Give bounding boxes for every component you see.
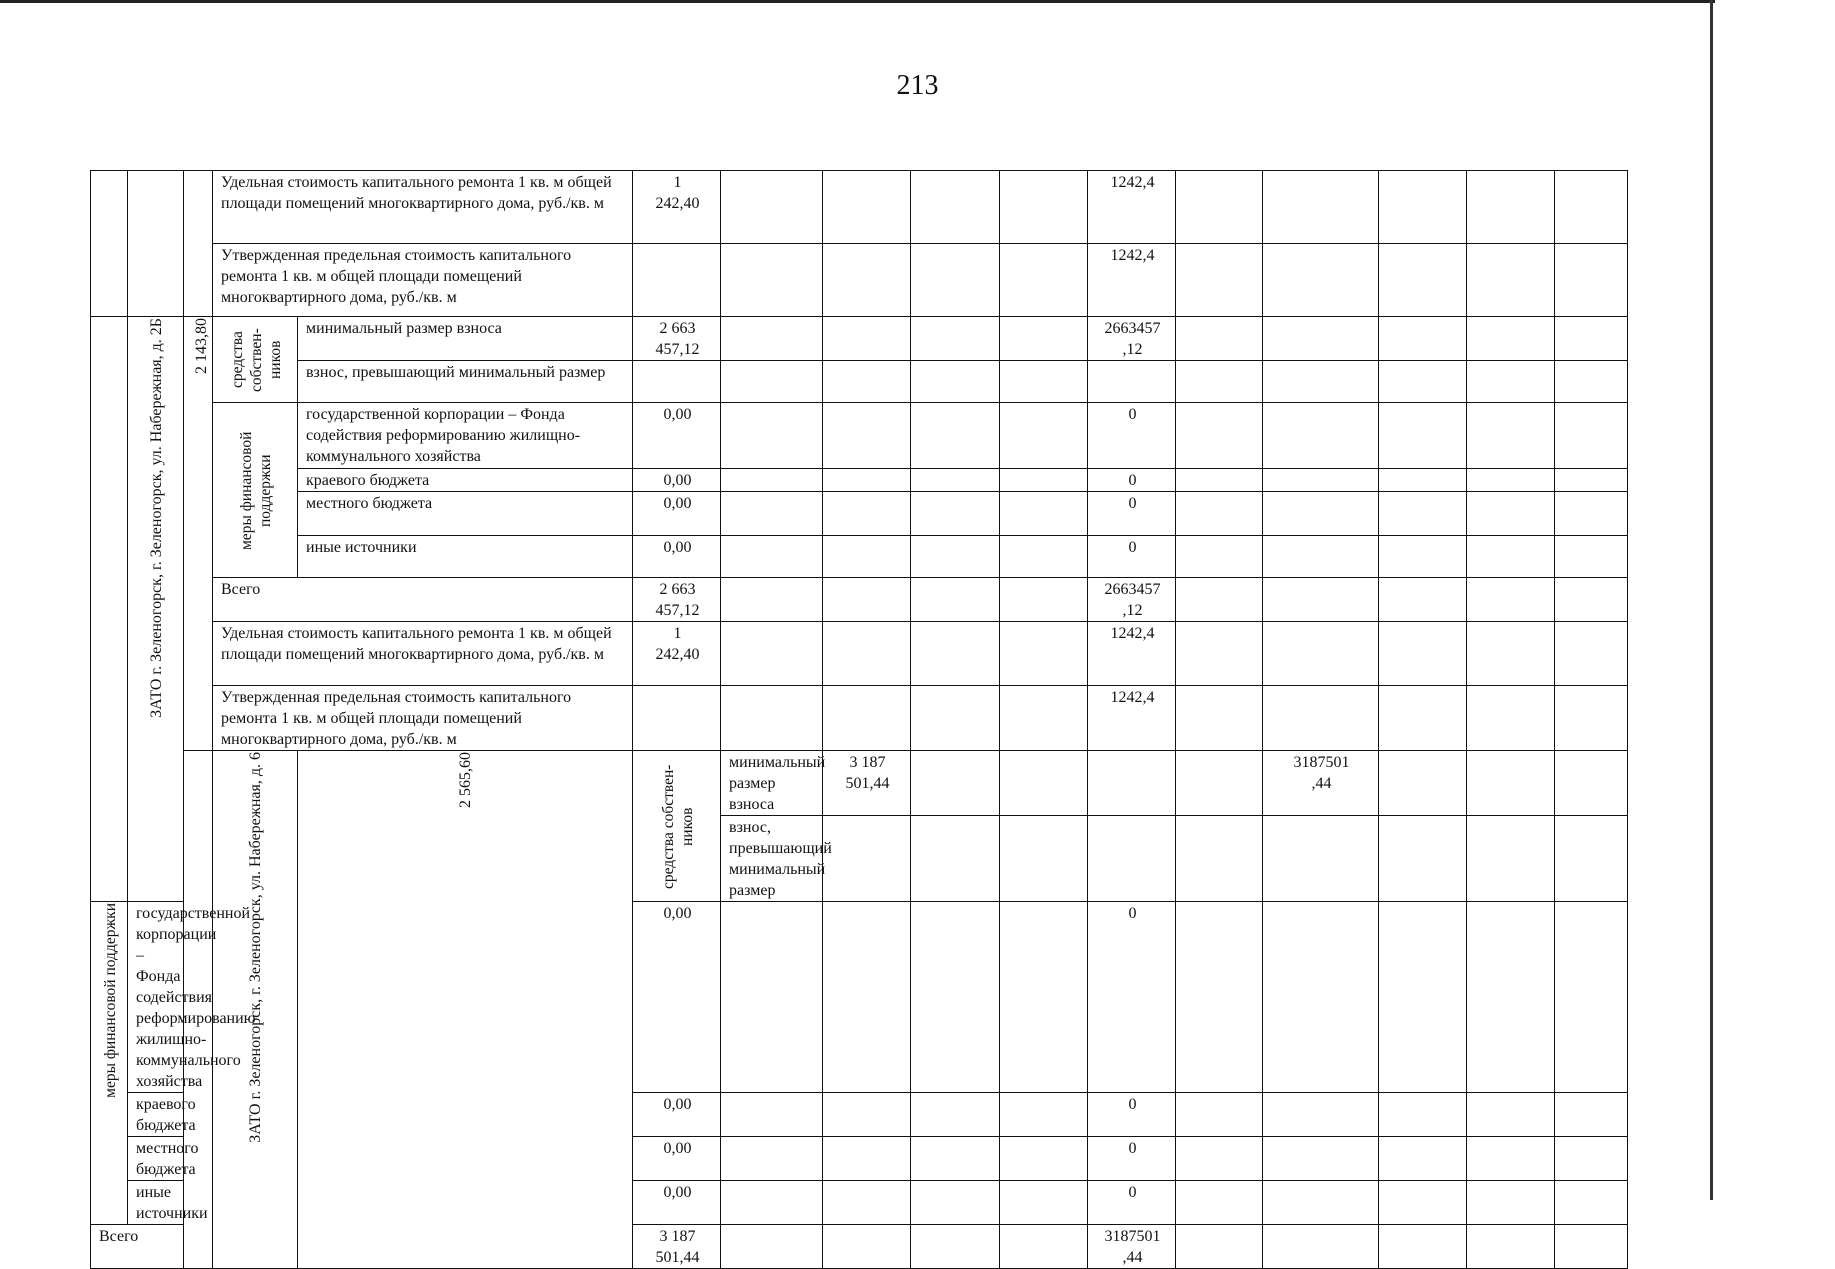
cell-blank	[184, 171, 213, 317]
row-label: краевого бюджета	[128, 1093, 184, 1137]
cell-empty	[911, 622, 1000, 686]
cell-empty	[823, 317, 911, 361]
cell-empty	[823, 361, 911, 403]
row-label: иные источники	[298, 536, 633, 578]
cell-empty	[1000, 1181, 1088, 1225]
row-value: 0,00	[633, 403, 721, 469]
cell-empty	[823, 1181, 911, 1225]
cell-empty	[1000, 361, 1088, 403]
row-value: 3 187 501,44	[633, 1225, 721, 1269]
row-label: взнос, превышающий минимальный размер	[298, 361, 633, 403]
cell-empty	[823, 578, 911, 622]
building-area: 2 143,80	[184, 317, 213, 751]
cell-empty	[721, 403, 823, 469]
cell-empty	[823, 902, 911, 1093]
cell-empty	[1176, 469, 1263, 492]
cell-empty	[1555, 492, 1628, 536]
row-label: Утвержденная предельная стоимость капитального ремонта 1 кв. м общей площади помещений многоквартирного дома, руб./кв. м	[213, 686, 633, 751]
cell-empty	[1263, 578, 1379, 622]
cell-empty	[1263, 1181, 1379, 1225]
cell-empty	[721, 361, 823, 403]
row-total: 0	[1088, 469, 1176, 492]
cell-empty	[1176, 171, 1263, 244]
cell-empty	[911, 1181, 1000, 1225]
cell-empty	[1555, 622, 1628, 686]
cell-empty	[1379, 578, 1467, 622]
cell-empty	[1379, 1137, 1467, 1181]
row-value: 0,00	[633, 536, 721, 578]
cell-empty	[1467, 492, 1555, 536]
row-total: 1242,4	[1088, 686, 1176, 751]
cell-empty	[1379, 1181, 1467, 1225]
cell-empty	[1379, 1093, 1467, 1137]
group-owners: средства собствен-ников	[213, 317, 298, 403]
cell-empty	[1263, 1137, 1379, 1181]
cell-empty	[1176, 492, 1263, 536]
cell-empty	[911, 244, 1000, 317]
cell-empty	[1176, 403, 1263, 469]
cell-empty	[1000, 317, 1088, 361]
cell-empty	[1379, 317, 1467, 361]
cell-empty	[1379, 902, 1467, 1093]
cell-empty	[1555, 686, 1628, 751]
cell-empty	[1467, 469, 1555, 492]
cell-empty	[1263, 622, 1379, 686]
table-row	[91, 244, 1628, 317]
cell-empty	[1176, 317, 1263, 361]
row-total: 3187501 ,44	[1263, 751, 1379, 816]
cell-empty	[1555, 1181, 1628, 1225]
cell-empty	[823, 403, 911, 469]
cell-empty	[1467, 244, 1555, 317]
row-label: взнос, превышающий минимальный размер	[721, 816, 823, 902]
cell-empty	[721, 1093, 823, 1137]
row-value: 3 187 501,44	[823, 751, 911, 816]
cell-empty	[721, 244, 823, 317]
cell-empty	[1000, 1093, 1088, 1137]
row-value: 1 242,40	[633, 171, 721, 244]
cell-empty	[1000, 403, 1088, 469]
cell-empty	[1000, 751, 1088, 816]
cell-empty	[1467, 751, 1555, 816]
row-label: Всего	[213, 578, 633, 622]
table-row	[91, 361, 1628, 403]
row-value: 0,00	[633, 1181, 721, 1225]
group-owners: средства собствен-ников	[633, 751, 721, 902]
cell-empty	[1555, 536, 1628, 578]
row-label: местного бюджета	[128, 1137, 184, 1181]
cell-blank	[91, 317, 128, 902]
cell-empty	[1555, 578, 1628, 622]
cell-empty	[1379, 816, 1467, 902]
cell-empty	[1555, 403, 1628, 469]
table-row	[91, 403, 1628, 469]
cell-empty	[1379, 171, 1467, 244]
cell-empty	[1000, 902, 1088, 1093]
cell-empty	[1263, 902, 1379, 1093]
row-value: 2 663 457,12	[633, 317, 721, 361]
cell-empty	[911, 492, 1000, 536]
row-total: 0	[1088, 492, 1176, 536]
cell-empty	[1379, 622, 1467, 686]
cell-empty	[1000, 686, 1088, 751]
cell-empty	[721, 622, 823, 686]
table-row	[91, 317, 1628, 361]
cell-empty	[1555, 902, 1628, 1093]
cell-empty	[1263, 536, 1379, 578]
cell-empty	[911, 361, 1000, 403]
capital-repair-cost-table	[90, 170, 1628, 1269]
group-support: меры финансовой поддержки	[213, 403, 298, 578]
cell-empty	[1555, 1137, 1628, 1181]
cell-empty	[1000, 1225, 1088, 1269]
cell-empty	[1467, 317, 1555, 361]
cell-empty	[1176, 1137, 1263, 1181]
cell-empty	[911, 1093, 1000, 1137]
cell-empty	[1467, 578, 1555, 622]
cell-empty	[1263, 317, 1379, 361]
table-row	[91, 751, 1628, 816]
cell-empty	[1088, 751, 1176, 816]
table-row	[91, 536, 1628, 578]
cell-empty	[721, 469, 823, 492]
cell-empty	[823, 686, 911, 751]
cell-empty	[823, 244, 911, 317]
cell-empty	[1176, 1225, 1263, 1269]
cell-empty	[823, 622, 911, 686]
cell-empty	[1555, 751, 1628, 816]
cell-empty	[823, 536, 911, 578]
cell-empty	[1176, 1093, 1263, 1137]
cell-empty	[1176, 536, 1263, 578]
cell-empty	[823, 492, 911, 536]
cell-empty	[721, 686, 823, 751]
row-label: краевого бюджета	[298, 469, 633, 492]
building-address: ЗАТО г. Зеленогорск, г. Зеленогорск, ул. Набережная, д. 2Б	[128, 317, 184, 902]
cell-empty	[1176, 578, 1263, 622]
cell-empty	[911, 317, 1000, 361]
cell-empty	[1467, 686, 1555, 751]
cell-empty	[1467, 622, 1555, 686]
row-value: 1 242,40	[633, 622, 721, 686]
row-total	[1263, 816, 1379, 902]
row-value	[823, 816, 911, 902]
cell-empty	[1263, 686, 1379, 751]
cell-empty	[1379, 751, 1467, 816]
cell-empty	[721, 1181, 823, 1225]
cell-empty	[1000, 244, 1088, 317]
cell-empty	[1176, 622, 1263, 686]
cell-empty	[1000, 622, 1088, 686]
cell-empty	[1263, 469, 1379, 492]
cell-empty	[1467, 902, 1555, 1093]
cell-empty	[1555, 361, 1628, 403]
cell-empty	[1467, 403, 1555, 469]
cell-empty	[1467, 1225, 1555, 1269]
row-label: Удельная стоимость капитального ремонта 1 кв. м общей площади помещений многоквартирного дома, руб./кв. м	[213, 171, 633, 244]
cell-empty	[1000, 469, 1088, 492]
cell-empty	[1176, 1181, 1263, 1225]
cell-blank	[91, 171, 128, 317]
cell-empty	[721, 171, 823, 244]
cell-empty	[721, 578, 823, 622]
cell-empty	[1000, 816, 1088, 902]
table-row	[91, 469, 1628, 492]
row-total: 0	[1088, 902, 1176, 1093]
cell-empty	[721, 902, 823, 1093]
row-label: иные источники	[128, 1181, 184, 1225]
cell-empty	[911, 686, 1000, 751]
cell-empty	[721, 1137, 823, 1181]
cell-empty	[1379, 492, 1467, 536]
cell-empty	[721, 1225, 823, 1269]
row-total: 1242,4	[1088, 171, 1176, 244]
cell-empty	[911, 1137, 1000, 1181]
row-value: 0,00	[633, 902, 721, 1093]
row-total: 0	[1088, 1137, 1176, 1181]
cell-empty	[911, 816, 1000, 902]
cell-empty	[1555, 244, 1628, 317]
row-value: 0,00	[633, 1137, 721, 1181]
cell-empty	[1000, 492, 1088, 536]
row-label: минимальный размер взноса	[298, 317, 633, 361]
cell-empty	[1379, 536, 1467, 578]
cell-empty	[1263, 361, 1379, 403]
cell-empty	[911, 536, 1000, 578]
row-value: 2 663 457,12	[633, 578, 721, 622]
cell-empty	[911, 469, 1000, 492]
cell-empty	[911, 403, 1000, 469]
row-value	[633, 361, 721, 403]
cell-empty	[1555, 1093, 1628, 1137]
cell-empty	[1000, 171, 1088, 244]
row-total: 0	[1088, 1093, 1176, 1137]
cell-empty	[823, 1225, 911, 1269]
row-total: 2663457 ,12	[1088, 317, 1176, 361]
cell-empty	[911, 578, 1000, 622]
cell-empty	[1555, 171, 1628, 244]
scan-edge-right	[1710, 0, 1713, 1200]
cell-empty	[1555, 469, 1628, 492]
cell-empty	[1467, 361, 1555, 403]
cell-empty	[1467, 1137, 1555, 1181]
cell-empty	[1379, 244, 1467, 317]
building-address: ЗАТО г. Зеленогорск, г. Зеленогорск, ул. Набережная, д. 6	[213, 751, 298, 1269]
table-row	[91, 492, 1628, 536]
cell-empty	[1176, 686, 1263, 751]
row-label: минимальный размер взноса	[721, 751, 823, 816]
table-row	[91, 622, 1628, 686]
row-value: 0,00	[633, 1093, 721, 1137]
cell-empty	[1176, 816, 1263, 902]
row-total: 3187501 ,44	[1088, 1225, 1176, 1269]
cell-empty	[721, 536, 823, 578]
table-row	[91, 686, 1628, 751]
row-label: Удельная стоимость капитального ремонта 1 кв. м общей площади помещений многоквартирного дома, руб./кв. м	[213, 622, 633, 686]
cell-empty	[1467, 536, 1555, 578]
cell-empty	[911, 1225, 1000, 1269]
cell-empty	[1263, 492, 1379, 536]
building-area: 2 565,60	[298, 751, 633, 1269]
cell-empty	[1000, 578, 1088, 622]
cell-empty	[1263, 403, 1379, 469]
row-label: Всего	[91, 1225, 184, 1269]
cell-empty	[1263, 1093, 1379, 1137]
cell-empty	[1176, 361, 1263, 403]
row-total: 0	[1088, 536, 1176, 578]
cell-empty	[1263, 244, 1379, 317]
cell-empty	[823, 1093, 911, 1137]
cell-empty	[721, 317, 823, 361]
cell-empty	[721, 492, 823, 536]
cell-empty	[1467, 1093, 1555, 1137]
cell-empty	[1555, 1225, 1628, 1269]
cell-empty	[911, 171, 1000, 244]
group-support: меры финансовой поддержки	[91, 902, 128, 1225]
cell-empty	[1467, 1181, 1555, 1225]
row-total: 0	[1088, 1181, 1176, 1225]
cell-empty	[1379, 403, 1467, 469]
cell-empty	[1263, 1225, 1379, 1269]
table-row	[91, 171, 1628, 244]
row-total: 0	[1088, 403, 1176, 469]
row-value	[633, 686, 721, 751]
row-label: государственной корпорации – Фонда содействия реформированию жилищно-коммунального хозяйства	[128, 902, 184, 1093]
cell-empty	[823, 1137, 911, 1181]
table-row	[91, 578, 1628, 622]
cell-empty	[1379, 686, 1467, 751]
row-total: 2663457 ,12	[1088, 578, 1176, 622]
cell-empty	[911, 751, 1000, 816]
cell-empty	[823, 171, 911, 244]
row-total	[1088, 361, 1176, 403]
row-label: государственной корпорации – Фонда содействия реформированию жилищно-коммунального хозяйства	[298, 403, 633, 469]
cell-empty	[1379, 1225, 1467, 1269]
cell-empty	[1467, 171, 1555, 244]
cell-empty	[1176, 751, 1263, 816]
cell-empty	[1555, 317, 1628, 361]
row-value: 0,00	[633, 492, 721, 536]
cell-empty	[1555, 816, 1628, 902]
cell-blank	[128, 171, 184, 317]
row-label: Утвержденная предельная стоимость капитального ремонта 1 кв. м общей площади помещений многоквартирного дома, руб./кв. м	[213, 244, 633, 317]
row-value	[633, 244, 721, 317]
page-number: 213	[896, 70, 939, 101]
cell-empty	[1000, 536, 1088, 578]
row-total: 1242,4	[1088, 244, 1176, 317]
cell-empty	[1263, 171, 1379, 244]
cell-empty	[1088, 816, 1176, 902]
cell-empty	[1467, 816, 1555, 902]
row-label: местного бюджета	[298, 492, 633, 536]
cell-empty	[1379, 361, 1467, 403]
cell-empty	[1176, 244, 1263, 317]
row-value: 0,00	[633, 469, 721, 492]
cell-empty	[823, 469, 911, 492]
cell-empty	[911, 902, 1000, 1093]
cell-empty	[1000, 1137, 1088, 1181]
scan-edge-top	[0, 0, 1715, 3]
cell-empty	[1176, 902, 1263, 1093]
cell-empty	[1379, 469, 1467, 492]
row-total: 1242,4	[1088, 622, 1176, 686]
